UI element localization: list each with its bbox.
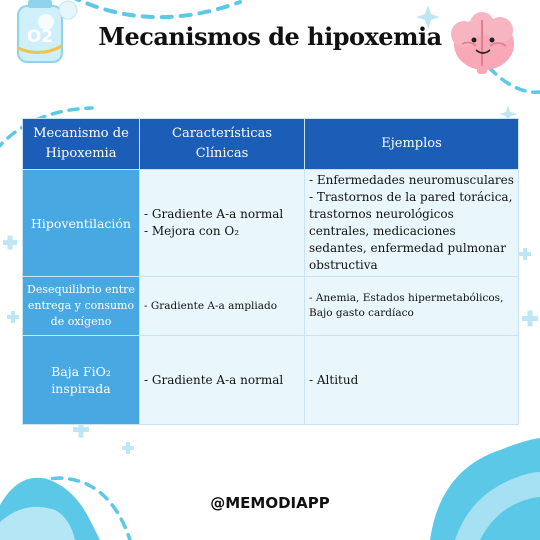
mechanism-cell: Baja FiO₂ inspirada <box>23 336 140 425</box>
list-item: - Gradiente A-a normal <box>144 372 284 387</box>
examples-cell <box>305 277 519 336</box>
list-item: - Trastornos de la pared torácica, trastornos neurológicos centrales, medicaciones sedantes, enfermedad pulmonar obstructiva <box>309 190 513 272</box>
mechanism-cell: Desequilibrio entre entrega y consumo de oxígeno <box>23 277 140 336</box>
list-item: - Anemia, Estados hipermetabólicos, Bajo gasto cardíaco <box>309 292 504 319</box>
examples-cell <box>305 336 519 425</box>
plus-icon <box>3 236 17 250</box>
list-item: - Gradiente A-a normal <box>144 207 284 221</box>
clinical-cell <box>140 170 305 277</box>
plus-icon <box>122 442 134 454</box>
examples-cell <box>305 170 519 277</box>
hypoxemia-table <box>22 118 519 425</box>
plus-icon <box>7 311 19 323</box>
column-header: Mecanismo de Hipoxemia <box>23 119 140 170</box>
table-row <box>23 277 519 336</box>
column-header: Ejemplos <box>305 119 519 170</box>
table-row <box>23 170 519 277</box>
list-item: - Enfermedades neuromusculares <box>309 173 514 187</box>
column-header: Características Clínicas <box>140 119 305 170</box>
table-header-row <box>23 119 519 170</box>
list-item: - Mejora con O₂ <box>144 224 240 238</box>
page-title: Mecanismos de hipoxemia <box>98 22 442 51</box>
mechanism-cell: Hipoventilación <box>23 170 140 277</box>
plus-icon <box>522 311 538 327</box>
table-row <box>23 336 519 425</box>
dashed-arc-top <box>70 0 240 17</box>
oxygen-logo-text: O2 <box>26 27 54 47</box>
footer-handle: @MEMODIAPP <box>210 494 330 512</box>
list-item: - Gradiente A-a ampliado <box>144 299 278 312</box>
list-item: - Altitud <box>309 372 359 387</box>
plus-icon <box>519 248 531 260</box>
clinical-cell <box>140 277 305 336</box>
clinical-cell <box>140 336 305 425</box>
